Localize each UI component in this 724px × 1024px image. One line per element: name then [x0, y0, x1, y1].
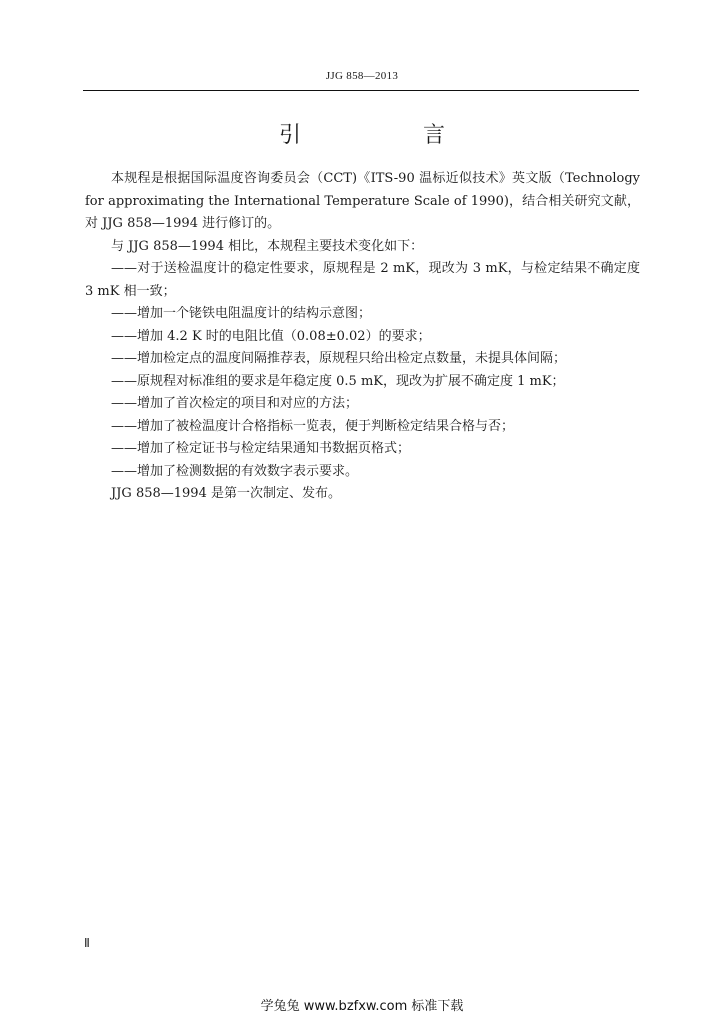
- change-item-standard-group: ——原规程对标准组的要求是年稳定度 0.5 mK，现改为扩展不确定度 1 mK；: [111, 373, 565, 389]
- body-text: [85, 168, 640, 506]
- change-item-initial-verification: ——增加了首次检定的项目和对应的方法；: [111, 396, 359, 411]
- change-item-significant-digits: ——增加了检测数据的有效数字表示要求。: [111, 463, 359, 479]
- change-item-structure-diagram: ——增加一个铑铁电阻温度计的结构示意图；: [111, 306, 372, 321]
- header-divider: [83, 90, 639, 91]
- page-title: 引 言: [278, 123, 495, 148]
- change-item-resistance-ratio: ——增加 4.2 K 时的电阻比值（0.08±0.02）的要求；: [111, 328, 431, 344]
- change-item-certificate-format: ——增加了检定证书与检定结果通知书数据页格式；: [111, 441, 411, 456]
- page-number: Ⅱ: [84, 936, 90, 950]
- change-item-stability: ——对于送检温度计的稳定性要求，原规程是 2 mK，现改为 3 mK，与检定结果不确定度 3 mK 相一致；: [85, 261, 640, 299]
- paragraph-history: JJG 858—1994 是第一次制定、发布。: [111, 486, 341, 501]
- footer-watermark: 学兔兔 www.bzfxw.com 标准下载: [260, 999, 464, 1014]
- paragraph-intro: 本规程是根据国际温度咨询委员会（CCT)《ITS-90 温标近似技术》英文版（Technology for approximating the International Temperature Scale of 1990)，结合相关研究文献，对 JJG 858—1994 进行修订的。: [85, 171, 640, 231]
- paragraph-changes-lead: 与 JJG 858—1994 相比，本规程主要技术变化如下：: [111, 238, 424, 254]
- change-item-interval-table: ——增加检定点的温度间隔推荐表，原规程只给出检定点数量，未提具体间隔；: [111, 351, 567, 366]
- change-item-acceptance-table: ——增加了被检温度计合格指标一览表，便于判断检定结果合格与否；: [111, 418, 515, 434]
- standard-code-header: JJG 858—2013: [325, 70, 399, 82]
